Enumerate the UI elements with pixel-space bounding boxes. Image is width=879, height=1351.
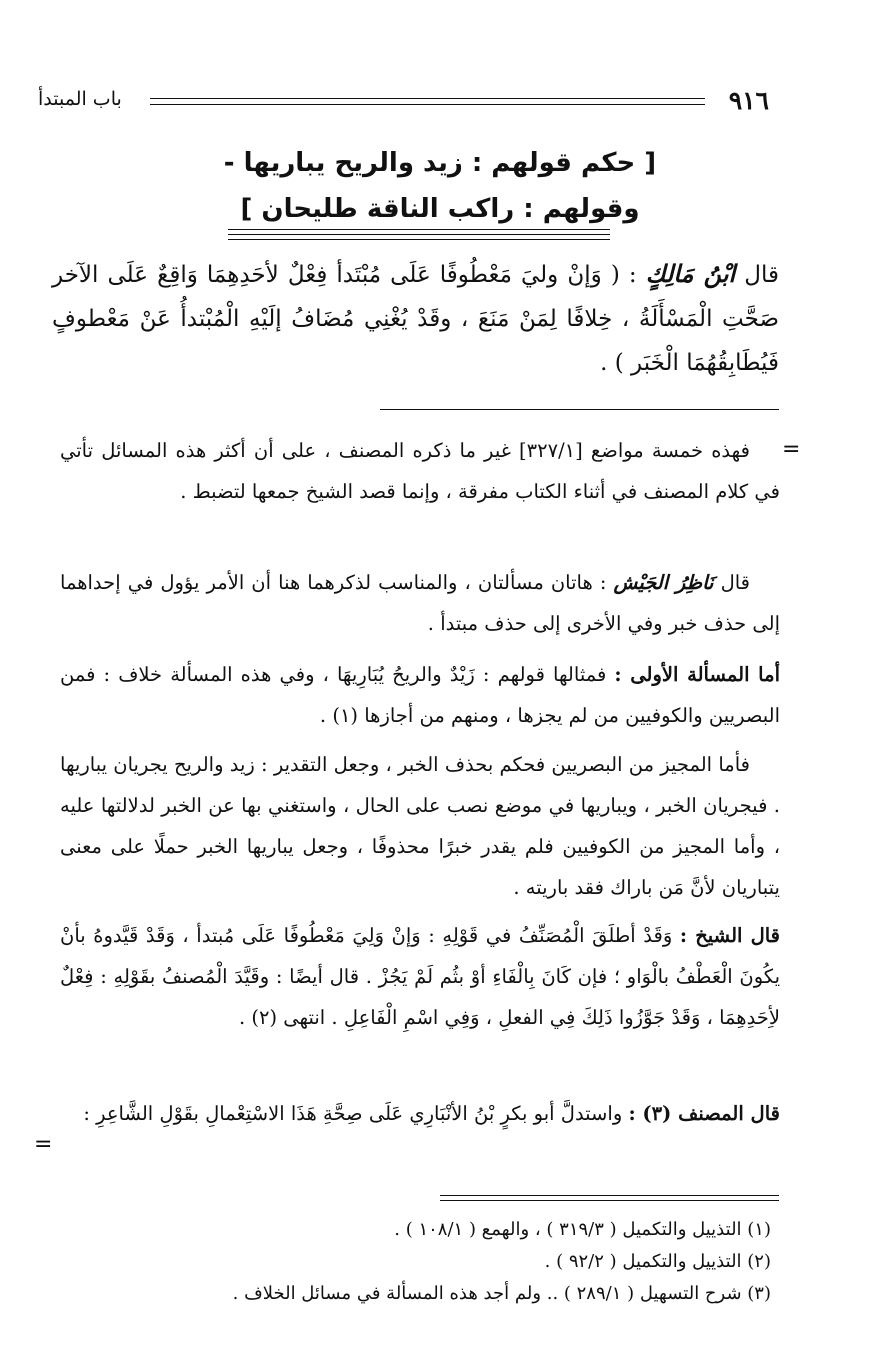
paragraph-2 [60, 562, 780, 644]
paragraph-6 [60, 1093, 780, 1134]
paragraph-2-name: نَاظِرُ الجَيْش [613, 571, 714, 594]
continuation-mark: = [782, 437, 801, 462]
heading-line-1: [ حكم قولهم : زيد والريح يباريها - [223, 148, 657, 178]
paragraph-3-text: فمثالها قولهم : زَيْدٌ والريحُ يُبَارِيهَا ، وفي هذه المسألة خلاف : فمن البصريين والكوفيين من لم يجزها ، ومنهم من أجازها (١) . [60, 663, 780, 727]
page-number: ٩١٦ [728, 86, 769, 115]
heading-rule [228, 229, 610, 230]
heading-line-2: وقولهم : راكب الناقة طليحان ] [240, 194, 640, 224]
header-rule [150, 104, 705, 105]
paragraph-2-text: : هاتان مسألتان ، والمناسب لذكرهما هنا أن الأمر يؤول في إحداهما إلى حذف خبر وفي الأخرى إلى حذف مبتدأ . [60, 571, 780, 635]
heading-rule [228, 234, 610, 235]
paragraph-5-text: وَقَدْ أطلَقَ الْمُصَنِّفُ في قَوْلِهِ : وَإنْ وَلِيَ مَعْطُوفًا عَلَى مُبتدأ ، وَقَدْ قَيَّدوهُ بأنْ يكُونَ الْعَطْفُ بالْوَاو ؛ فإن كَانَ بِالْفَاءِ أوْ بثُم لَمْ يَجُزْ . قال أيضًا : وقَيَّدَ الْمُصنفُ بقَوْلِهِ : فِعْلٌ لأِحَدِهِمَا ، وَقَدْ جَوَّزُوا ذَلِكَ فِي الفعلِ ، وَفِي اسْمِ الْفَاعِلِ . انتهى (٢) . [60, 924, 780, 1029]
paragraph-6-text: واستدلَّ أبو بكرٍ بْنُ الأنْبَارِي عَلَى صِحَّةِ هَذَا الاسْتِعْمالِ بقَوْلِ الشَّاعِرِ : [83, 1102, 623, 1125]
footnote-2: (٢) التذييل والتكميل ( ٩٢/٢ ) . [544, 1251, 771, 1272]
main-text [52, 252, 779, 385]
footnote-3: (٣) شرح التسهيل ( ٢٨٩/١ ) .. ولم أجد هذه المسألة في مسائل الخلاف . [232, 1283, 771, 1304]
paragraph-2-label: قال [720, 571, 750, 594]
footnote-1: (١) التذييل والتكميل ( ٣١٩/٣ ) ، والهمع ( ١٠٨/١ ) . [394, 1219, 771, 1240]
paragraph-3 [60, 654, 780, 736]
heading-rule [228, 239, 610, 240]
paragraph-1: فهذه خمسة مواضع [٣٢٧/١] غير ما ذكره المصنف ، على أن أكثر هذه المسائل تأتي في كلام المصنف في أثناء الكتاب مفرقة ، وإنما قصد الشيخ جمعها لتضبط . [60, 439, 780, 503]
main-text-body: : ( وَإنْ وليَ مَعْطُوفًا عَلَى مُبْتَدأ فِعْلٌ لأحَدِهِمَا وَاقِعٌ عَلَى الآخر صَحَّتِ الْمَسْأَلَةُ ، خِلافًا لِمَنْ مَنَعَ ، وقَدْ يُغْنِي مُضَافُ إلَيْهِ الْمُبْتدأُ عَنْ مَعْطوفٍ فَيُطَابِقُهُمَا الْخَبَر ) . [52, 262, 779, 376]
separator-rule [380, 409, 779, 410]
chapter-title: باب المبتدأ [38, 88, 122, 110]
main-author-label: قال [744, 262, 780, 288]
section-heading [150, 140, 730, 232]
header-rule [150, 98, 705, 99]
footnote-rule [440, 1200, 779, 1201]
paragraph-3-label: أما المسألة الأولى : [614, 663, 780, 686]
paragraph-6-label: قال المصنف (٣) : [628, 1102, 780, 1125]
paragraph-4: فأما المجيز من البصريين فحكم بحذف الخبر ، وجعل التقدير : زيد والريح يجريان يباريها . فيجريان الخبر ، ويباريها في موضع نصب على الحال ، واستغني بها عن الخبر لدلالتها عليه ، وأما المجيز من الكوفيين فلم يقدر خبرًا محذوفًا ، وجعل يباريها الخبر حملًا على معنى يتباريان لأنَّ مَن باراك فقد باريته . [60, 753, 780, 899]
paragraph-5-label: قال الشيخ : [679, 924, 781, 947]
footnote-rule [440, 1195, 779, 1196]
continuation-mark-bottom: = [34, 1132, 53, 1157]
paragraph-5 [60, 915, 780, 1038]
main-author-name: ابْنُ مَالِكٍ [645, 259, 736, 288]
